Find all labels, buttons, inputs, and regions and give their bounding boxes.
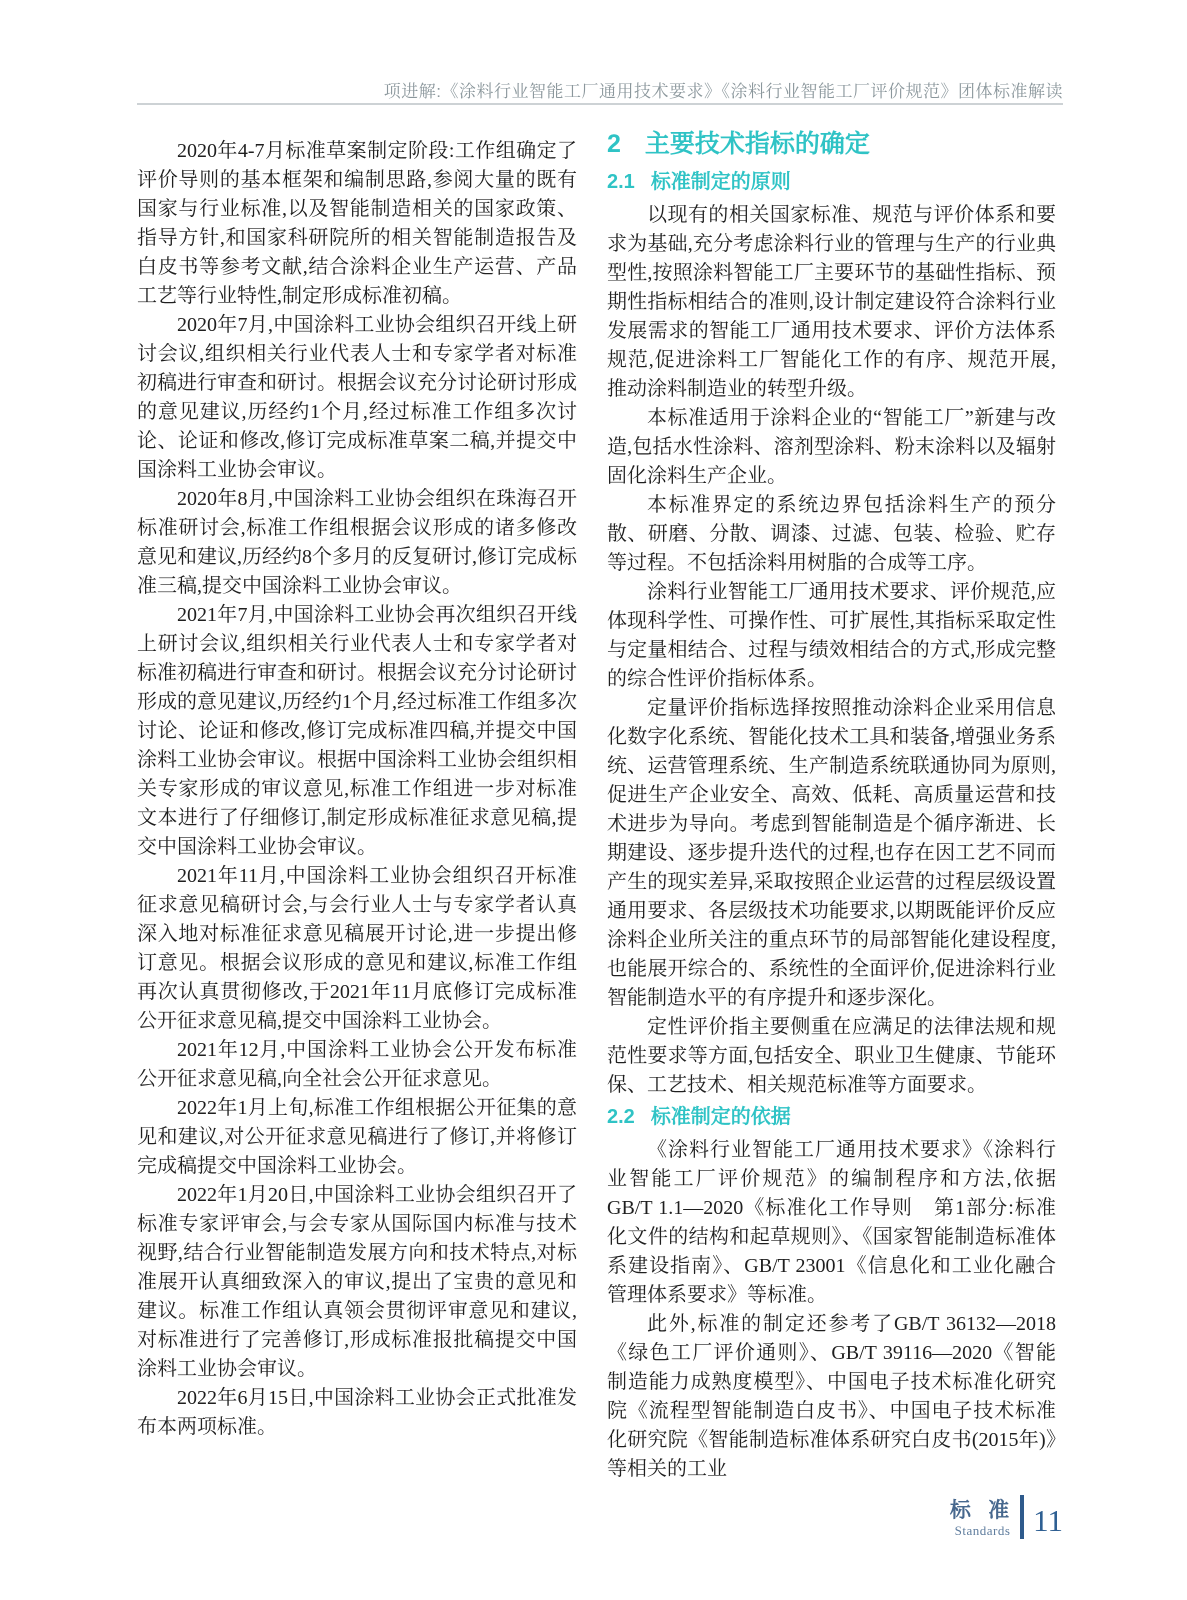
paragraph: 2020年4-7月标准草案制定阶段:工作组确定了评价导则的基本框架和编制思路,参阅大量的既有国家与行业标准,以及智能制造相关的国家政策、指导方针,和国家科研院所的相关智能制造报告及白皮书等参考文献,结合涂料企业生产运营、产品工艺等行业特性,制定形成标准初稿。: [137, 140, 577, 307]
paragraph: 本标准界定的系统边界包括涂料生产的预分散、研磨、分散、调漆、过滤、包装、检验、贮存等过程。不包括涂料用树脂的合成等工序。: [607, 494, 1056, 574]
journal-name-en: Standards: [954, 1523, 1011, 1538]
page-content: [137, 126, 1056, 1484]
section-number: 2: [607, 130, 621, 158]
paragraph: 2022年1月20日,中国涂料工业协会组织召开了标准专家评审会,与会专家从国际国内标准与技术视野,结合行业智能制造发展方向和技术特点,对标准展开认真细致深入的审议,提出了宝贵的意见和建议。标准工作组认真领会贯彻评审意见和建议,对标准进行了完善修订,形成标准报批稿提交中国涂料工业协会审议。: [137, 1184, 577, 1380]
paragraph: 本标准适用于涂料企业的“智能工厂”新建与改造,包括水性涂料、溶剂型涂料、粉末涂料以及辐射固化涂料生产企业。: [607, 407, 1056, 487]
paragraph: 2021年12月,中国涂料工业协会公开发布标准公开征求意见稿,向全社会公开征求意见。: [137, 1039, 577, 1090]
footer-divider: [1020, 1495, 1024, 1539]
subsection-number: 2.2: [607, 1106, 635, 1128]
page-footer: [950, 1494, 1063, 1539]
paragraph: 定量评价指标选择按照推动涂料企业采用信息化数字化系统、智能化技术工具和装备,增强业务系统、运营管理系统、生产制造系统联通协同为原则,促进生产企业安全、高效、低耗、高质量运营和技术进步为导向。考虑到智能制造是个循序渐进、长期建设、逐步提升迭代的过程,也存在因工艺不同而产生的现实差异,采取按照企业运营的过程层级设置通用要求、各层级技术功能要求,以期既能评价反应涂料企业所关注的重点环节的局部智能化建设程度,也能展开综合的、系统性的全面评价,促进涂料行业智能制造水平的有序提升和逐步深化。: [607, 697, 1056, 1009]
subsection-number: 2.1: [607, 171, 635, 193]
section-title: 主要技术指标的确定: [644, 130, 870, 158]
paragraph: 涂料行业智能工厂通用技术要求、评价规范,应体现科学性、可操作性、可扩展性,其指标采取定性与定量相结合、过程与绩效相结合的方式,形成完整的综合性评价指标体系。: [607, 581, 1056, 690]
paragraph: 此外,标准的制定还参考了GB/T 36132—2018《绿色工厂评价通则》、GB/T 39116—2020《智能制造能力成熟度模型》、中国电子技术标准化研究院《流程型智能制造白皮书》、中国电子技术标准化研究院《智能制造标准体系研究白皮书(2015年)》等相关的工业: [607, 1313, 1056, 1480]
paragraph: 定性评价指主要侧重在应满足的法律法规和规范性要求等方面,包括安全、职业卫生健康、节能环保、工艺技术、相关规范标准等方面要求。: [607, 1016, 1056, 1096]
subsection-heading-2-1: [607, 169, 1056, 196]
subsection-title: 标准制定的依据: [650, 1106, 791, 1128]
paragraph: 以现有的相关国家标准、规范与评价体系和要求为基础,充分考虑涂料行业的管理与生产的行业典型性,按照涂料智能工厂主要环节的基础性指标、预期性指标相结合的准则,设计制定建设符合涂料行业发展需求的智能工厂通用技术要求、评价方法体系规范,促进涂料工厂智能化工作的有序、规范开展,推动涂料制造业的转型升级。: [607, 204, 1056, 400]
running-head-rule: [137, 103, 1063, 105]
paragraph: 《涂料行业智能工厂通用技术要求》《涂料行业智能工厂评价规范》的编制程序和方法,依据GB/T 1.1—2020《标准化工作导则 第1部分:标准化文件的结构和起草规则》、《国家智能制造标准体系建设指南》、GB/T 23001《信息化和工业化融合管理体系要求》等标准。: [607, 1139, 1056, 1306]
subsection-title: 标准制定的原则: [650, 171, 791, 193]
page-number: 11: [1033, 1502, 1063, 1538]
section-heading: [607, 128, 1056, 160]
subsection-heading-2-2: [607, 1104, 1056, 1131]
paragraph: 2021年7月,中国涂料工业协会再次组织召开线上研讨会议,组织相关行业代表人士和专家学者对标准初稿进行审查和研讨。根据会议充分讨论研讨形成的意见建议,历经约1个月,经过标准工作组多次讨论、论证和修改,修订完成标准四稿,并提交中国涂料工业协会审议。根据中国涂料工业协会组织相关专家形成的审议意见,标准工作组进一步对标准文本进行了仔细修订,制定形成标准征求意见稿,提交中国涂料工业协会审议。: [137, 604, 577, 858]
journal-mark: [950, 1494, 1015, 1539]
paragraph: 2021年11月,中国涂料工业协会组织召开标准征求意见稿研讨会,与会行业人士与专家学者认真深入地对标准征求意见稿展开讨论,进一步提出修订意见。根据会议形成的意见和建议,标准工作组再次认真贯彻修改,于2021年11月底修订完成标准公开征求意见稿,提交中国涂料工业协会。: [137, 865, 577, 1032]
right-column: [607, 126, 1056, 1484]
journal-name-cn: 标 准: [949, 1498, 1016, 1522]
paragraph: 2020年8月,中国涂料工业协会组织在珠海召开标准研讨会,标准工作组根据会议形成的诸多修改意见和建议,历经约8个多月的反复研讨,修订完成标准三稿,提交中国涂料工业协会审议。: [137, 488, 577, 597]
left-column: [137, 126, 577, 1484]
running-head-title: 项进解:《涂料行业智能工厂通用技术要求》《涂料行业智能工厂评价规范》团体标准解读: [383, 82, 1063, 101]
paragraph: 2022年1月上旬,标准工作组根据公开征集的意见和建议,对公开征求意见稿进行了修订,并将修订完成稿提交中国涂料工业协会。: [137, 1097, 577, 1177]
paragraph: 2020年7月,中国涂料工业协会组织召开线上研讨会议,组织相关行业代表人士和专家学者对标准初稿进行审查和研讨。根据会议充分讨论研讨形成的意见建议,历经约1个月,经过标准工作组多次讨论、论证和修改,修订完成标准草案二稿,并提交中国涂料工业协会审议。: [137, 314, 577, 481]
paragraph: 2022年6月15日,中国涂料工业协会正式批准发布本两项标准。: [137, 1387, 577, 1438]
